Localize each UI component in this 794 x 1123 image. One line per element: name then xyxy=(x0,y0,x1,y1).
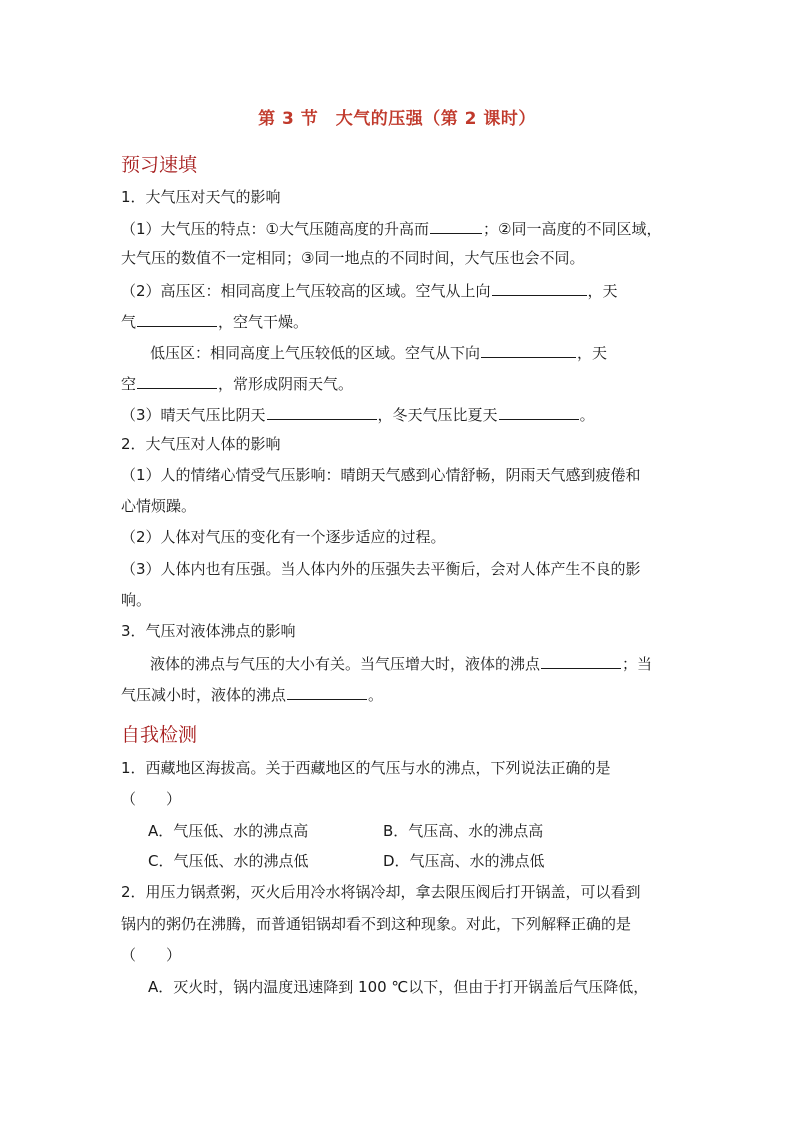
option-c[interactable]: C．气压低、水的沸点低 xyxy=(148,852,309,870)
text-segment: ，天 xyxy=(587,282,618,300)
option-d[interactable]: D．气压高、水的沸点低 xyxy=(383,852,545,870)
text-line xyxy=(121,280,681,301)
answer-bracket: （ ） xyxy=(121,946,182,964)
text-segment: ；②同一高度的不同区域， xyxy=(483,220,662,238)
fill-in-blank[interactable] xyxy=(137,373,217,389)
section-heading-selfcheck: 自我检测 xyxy=(121,724,198,746)
text-segment: 液体的沸点与气压的大小有关。当气压增大时，液体的沸点 xyxy=(150,655,541,673)
text-line: 大气压的数值不一定相同；③同一地点的不同时间，大气压也会不同。 xyxy=(121,249,585,267)
text-segment: ，天 xyxy=(577,344,608,362)
text-line xyxy=(121,218,681,239)
text-line xyxy=(121,373,681,394)
fill-in-blank[interactable] xyxy=(541,653,621,669)
question-2-text: 2．用压力锅煮粥，灭火后用冷水将锅冷却，拿去限压阀后打开锅盖，可以看到 xyxy=(121,883,641,901)
text-segment: ；当 xyxy=(622,655,653,673)
section-heading-preview: 预习速填 xyxy=(121,154,198,176)
fill-in-blank[interactable] xyxy=(430,218,482,234)
text-line: 心情烦躁。 xyxy=(121,497,197,515)
text-segment: 气 xyxy=(121,313,137,331)
fill-in-blank[interactable] xyxy=(492,280,587,296)
page-title: 第 3 节 大气的压强（第 2 课时） xyxy=(258,109,536,129)
fill-in-blank[interactable] xyxy=(267,404,377,420)
text-segment: 。 xyxy=(368,686,384,704)
fill-in-blank[interactable] xyxy=(137,311,217,327)
text-line: 响。 xyxy=(121,591,152,609)
text-segment: ，常形成阴雨天气。 xyxy=(218,375,354,393)
text-segment: ，空气干燥。 xyxy=(218,313,309,331)
text-segment: （1）大气压的特点：①大气压随高度的升高而 xyxy=(121,220,429,238)
text-segment: 气压减小时，液体的沸点 xyxy=(121,686,287,704)
heading-item-3: 3．气压对液体沸点的影响 xyxy=(121,622,296,640)
text-line xyxy=(121,684,681,705)
fill-in-blank[interactable] xyxy=(499,404,579,420)
text-segment: 。 xyxy=(579,406,595,424)
question-2-text: 锅内的粥仍在沸腾，而普通铝锅却看不到这种现象。对此，下列解释正确的是 xyxy=(121,915,632,933)
option-a[interactable]: A．灭火时，锅内温度迅速降到 100 ℃以下，但由于打开锅盖后气压降低， xyxy=(148,978,649,996)
text-segment: （2）高压区：相同高度上气压较高的区域。空气从上向 xyxy=(121,282,491,300)
fill-in-blank[interactable] xyxy=(481,342,576,358)
question-1-text: 1．西藏地区海拔高。关于西藏地区的气压与水的沸点，下列说法正确的是 xyxy=(121,759,611,777)
text-line xyxy=(150,653,710,674)
text-line: （1）人的情绪心情受气压影响：晴朗天气感到心情舒畅，阴雨天气感到疲倦和 xyxy=(121,466,641,484)
heading-item-1: 1．大气压对天气的影响 xyxy=(121,188,281,206)
text-segment: 空 xyxy=(121,375,137,393)
text-segment: （3）晴天气压比阴天 xyxy=(121,406,266,424)
text-line xyxy=(150,342,710,363)
text-segment: ，冬天气压比夏天 xyxy=(377,406,498,424)
text-line xyxy=(121,404,681,425)
answer-bracket: （ ） xyxy=(121,790,182,808)
text-line xyxy=(121,311,681,332)
option-a[interactable]: A．气压低、水的沸点高 xyxy=(148,822,309,840)
text-segment: 低压区：相同高度上气压较低的区域。空气从下向 xyxy=(150,344,481,362)
option-b[interactable]: B．气压高、水的沸点高 xyxy=(383,822,544,840)
text-line: （3）人体内也有压强。当人体内外的压强失去平衡后，会对人体产生不良的影 xyxy=(121,560,641,578)
heading-item-2: 2．大气压对人体的影响 xyxy=(121,435,281,453)
fill-in-blank[interactable] xyxy=(287,684,367,700)
text-line: （2）人体对气压的变化有一个逐步适应的过程。 xyxy=(121,528,446,546)
